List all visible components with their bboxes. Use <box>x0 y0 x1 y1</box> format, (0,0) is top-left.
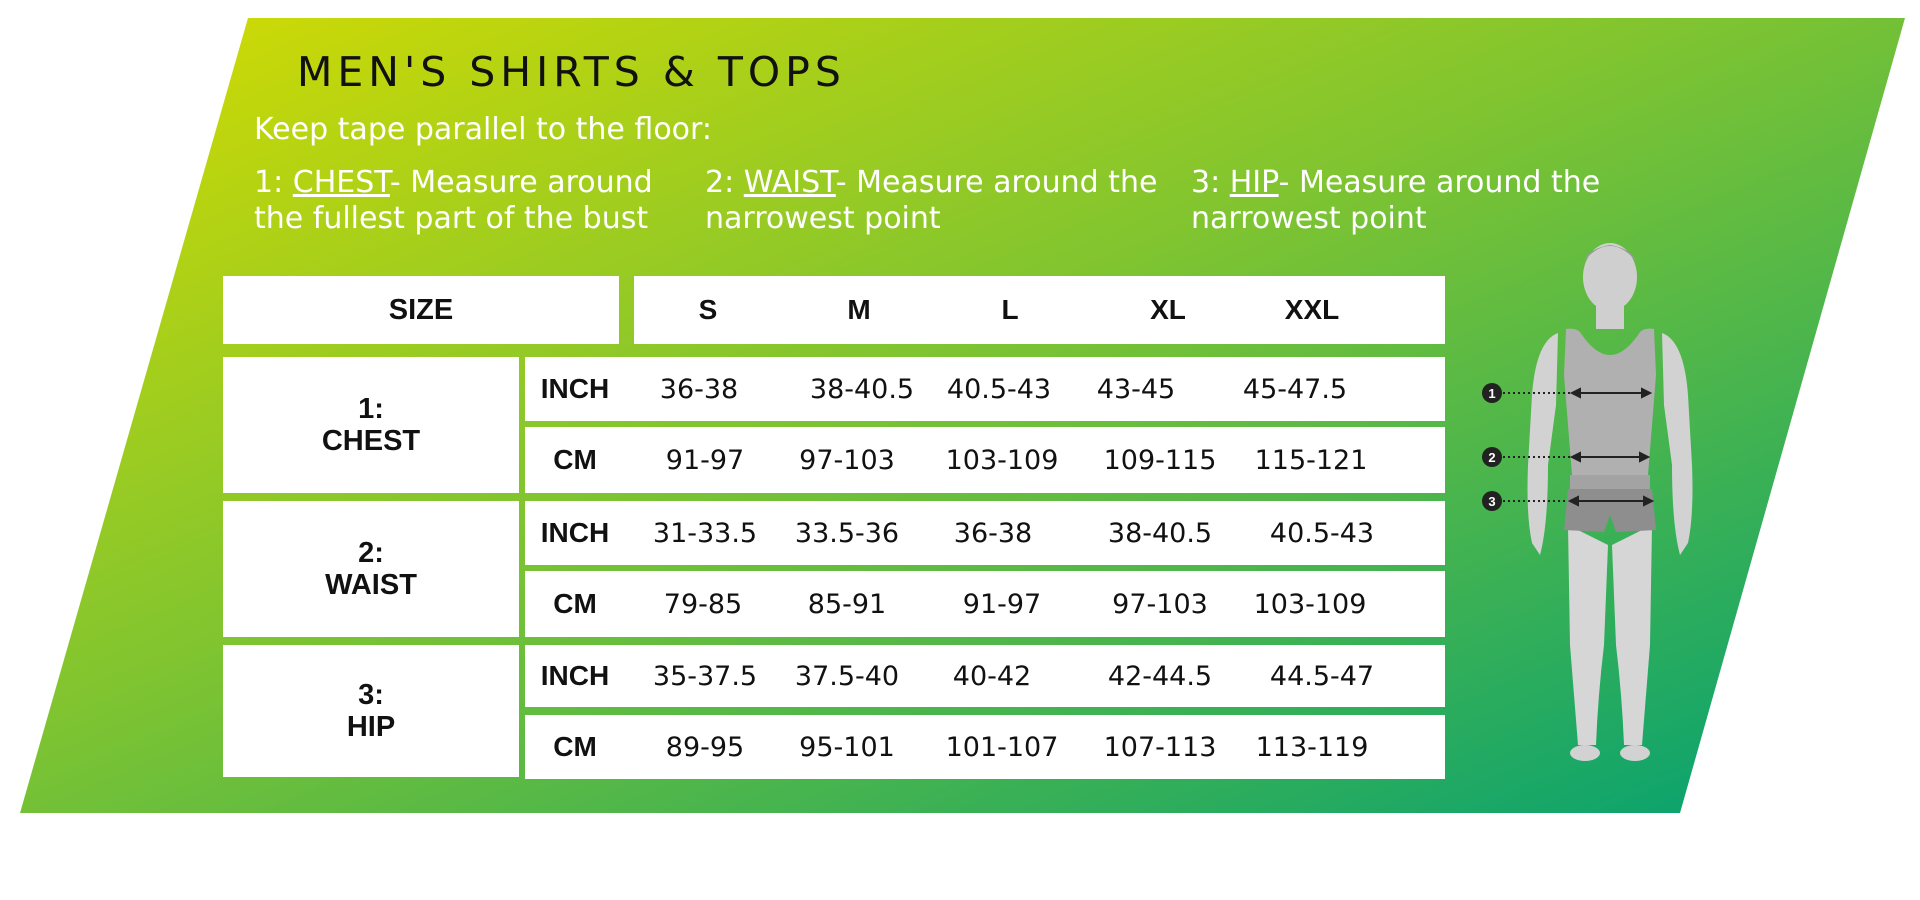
size-m: M <box>847 294 871 325</box>
unit-label: INCH <box>540 660 610 691</box>
table-cell: 79-85 <box>663 588 743 620</box>
page-subtitle: Keep tape parallel to the floor: <box>254 112 712 147</box>
sizes-header-row <box>634 276 1445 344</box>
instruction-text: - Measure around the <box>1278 165 1601 200</box>
table-row-waist-inch <box>525 501 1445 565</box>
table-cell: 97-103 <box>1112 588 1208 620</box>
group-number: 2: <box>358 537 384 569</box>
table-cell: 103-109 <box>1253 588 1367 620</box>
table-cell: 89-95 <box>665 731 745 763</box>
instruction-waist <box>705 165 1157 237</box>
unit-label: CM <box>553 444 597 475</box>
chest-label-cell <box>223 357 519 493</box>
size-xl: XL <box>1150 294 1186 325</box>
marker-label: 2 <box>1488 450 1496 465</box>
table-cell: 33.5-36 <box>794 517 900 549</box>
table-cell: 45-47.5 <box>1242 373 1348 405</box>
unit-label: INCH <box>540 517 610 548</box>
unit-label: CM <box>553 588 597 619</box>
table-cell: 40.5-43 <box>1269 517 1375 549</box>
table-cell: 35-37.5 <box>652 660 758 692</box>
page-title: MEN'S SHIRTS & TOPS <box>297 48 846 96</box>
waist-label-cell <box>223 501 519 637</box>
instruction-number: 2: <box>705 165 735 200</box>
group-name: HIP <box>346 711 396 743</box>
table-cell: 38-40.5 <box>809 373 915 405</box>
table-cell: 101-107 <box>945 731 1059 763</box>
instruction-term: CHEST <box>292 165 390 200</box>
hip-label-cell <box>223 645 519 777</box>
table-row-hip-cm <box>525 715 1445 779</box>
instruction-text: narrowest point <box>705 201 941 236</box>
table-cell: 38-40.5 <box>1107 517 1213 549</box>
table-cell: 40-42 <box>952 660 1032 692</box>
group-number: 1: <box>358 393 384 425</box>
instruction-text: - Measure around the <box>835 165 1158 200</box>
table-cell: 42-44.5 <box>1107 660 1213 692</box>
table-cell: 44.5-47 <box>1269 660 1375 692</box>
instruction-term: HIP <box>1229 165 1279 200</box>
table-cell: 113-119 <box>1255 731 1369 763</box>
instruction-number: 1: <box>254 165 284 200</box>
marker-3 <box>1482 491 1502 511</box>
instruction-chest <box>254 165 653 237</box>
marker-label: 3 <box>1488 494 1496 509</box>
group-number: 3: <box>358 679 384 711</box>
size-s: S <box>698 294 718 325</box>
table-row-chest-cm <box>525 427 1445 493</box>
table-cell: 115-121 <box>1254 444 1368 476</box>
table-cell: 43-45 <box>1096 373 1176 405</box>
table-row-hip-inch <box>525 645 1445 707</box>
table-row-chest-inch <box>525 357 1445 421</box>
unit-label: CM <box>553 731 597 762</box>
instruction-term: WAIST <box>743 165 836 200</box>
table-cell: 36-38 <box>953 517 1033 549</box>
table-cell: 95-101 <box>799 731 895 763</box>
table-cell: 91-97 <box>962 588 1042 620</box>
table-cell: 31-33.5 <box>652 517 758 549</box>
group-name: WAIST <box>325 569 417 601</box>
table-cell: 40.5-43 <box>946 373 1052 405</box>
instruction-text: - Measure around <box>389 165 653 200</box>
table-cell: 91-97 <box>665 444 745 476</box>
table-cell: 103-109 <box>945 444 1059 476</box>
table-cell: 36-38 <box>659 373 739 405</box>
body-measurement-figure <box>1470 225 1710 785</box>
size-xxl: XXL <box>1284 294 1340 325</box>
group-name: CHEST <box>321 425 421 457</box>
table-cell: 85-91 <box>807 588 887 620</box>
size-l: L <box>1001 294 1019 325</box>
instruction-text: the fullest part of the bust <box>254 201 649 236</box>
unit-label: INCH <box>540 373 610 404</box>
table-cell: 97-103 <box>799 444 895 476</box>
table-cell: 37.5-40 <box>794 660 900 692</box>
size-header-label: SIZE <box>388 293 454 326</box>
marker-2 <box>1482 447 1502 467</box>
table-row-waist-cm <box>525 571 1445 637</box>
marker-1 <box>1482 383 1502 403</box>
instruction-text: narrowest point <box>1191 201 1427 236</box>
table-cell: 109-115 <box>1103 444 1217 476</box>
size-header-cell <box>223 276 619 344</box>
marker-label: 1 <box>1488 386 1496 401</box>
table-cell: 107-113 <box>1103 731 1217 763</box>
instruction-number: 3: <box>1191 165 1221 200</box>
